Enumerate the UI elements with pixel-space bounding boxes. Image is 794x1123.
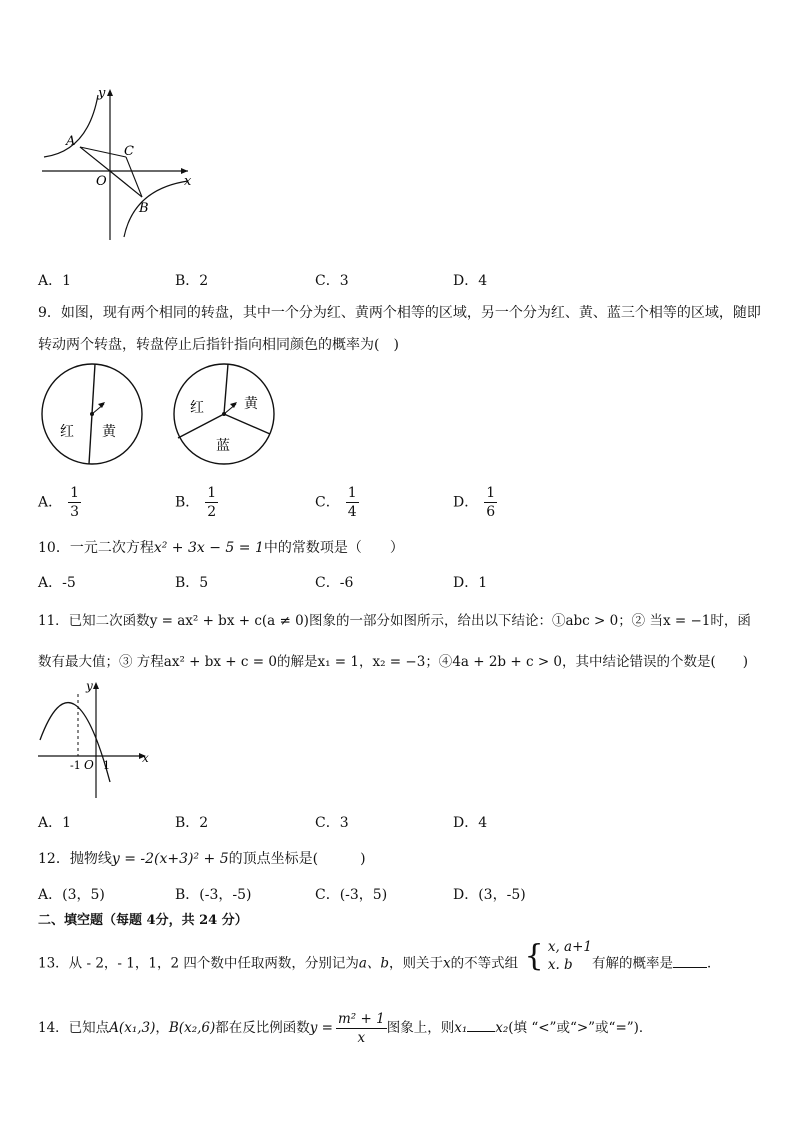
y-axis-arrow bbox=[107, 89, 113, 96]
q11-line1b: y = ax² + bx + c(a ≠ 0) bbox=[149, 613, 309, 629]
q9-option-d-num: 1 bbox=[486, 485, 496, 501]
q11-line2d: x₁ = 1，x₂ = −3 bbox=[317, 654, 426, 670]
q9-line1: 9．如图，现有两个相同的转盘，其中一个分为红、黄两个相等的区域，另一个分为红、黄、蓝三个相等的区域，随即 bbox=[38, 305, 761, 321]
q10-option-b: B．5 bbox=[175, 575, 209, 591]
q13-sys-line1: x, a+1 bbox=[547, 939, 592, 955]
q9-option-c-num: 1 bbox=[347, 485, 357, 501]
q13-ab: a、b bbox=[358, 955, 390, 972]
spinner-2-divider-3 bbox=[178, 414, 224, 438]
q13-system-lines bbox=[548, 938, 592, 974]
q12-option-d: D．(3，-5) bbox=[453, 887, 526, 903]
label-o: O bbox=[84, 758, 94, 772]
q14-text1: 14．已知点 bbox=[38, 1020, 110, 1036]
q13-answer-blank[interactable] bbox=[673, 955, 707, 968]
q14-text2: 都在反比例函数 bbox=[215, 1020, 310, 1036]
q9-option-b-letter: B． bbox=[175, 494, 200, 511]
label-minus-1: -1 bbox=[70, 759, 81, 772]
q12-equation: y = -2(x+3)² + 5 bbox=[111, 851, 229, 867]
q12-option-c: C．(-3，5) bbox=[315, 887, 388, 903]
q9-option-b-num: 1 bbox=[207, 485, 217, 501]
spinner-2-red: 红 bbox=[190, 400, 204, 416]
q11-option-c: C．3 bbox=[315, 815, 349, 831]
spinner-2-yellow: 黄 bbox=[244, 396, 258, 412]
y-axis-arrow bbox=[93, 682, 99, 689]
q13-inequality-system bbox=[524, 938, 592, 974]
q11-line2e: ；④ bbox=[425, 654, 453, 670]
q12-suffix: 的顶点坐标是( ) bbox=[228, 851, 366, 867]
label-y: y bbox=[98, 86, 106, 101]
q11-line1a: 11．已知二次函数 bbox=[38, 613, 150, 629]
q13-brace: { bbox=[524, 938, 544, 974]
q13-stem bbox=[38, 938, 721, 982]
spinner-1-red: 红 bbox=[60, 424, 74, 440]
q14-point-b: B(x₂,6) bbox=[168, 1020, 216, 1036]
q8-option-b: B．2 bbox=[175, 273, 209, 289]
q11-line2g: ，其中结论错误的个数是( ) bbox=[562, 654, 749, 670]
label-1: 1 bbox=[103, 759, 110, 772]
q11-line1d: abc > 0 bbox=[565, 613, 619, 629]
label-x: x bbox=[142, 751, 149, 765]
q10-option-a: A．-5 bbox=[38, 575, 76, 591]
q8-figure bbox=[38, 85, 198, 245]
q9-option-a-den: 3 bbox=[70, 504, 80, 520]
q11-line1e: ；② 当 bbox=[618, 613, 663, 629]
label-x: x bbox=[184, 174, 192, 189]
label-o: O bbox=[96, 174, 107, 189]
q9-option-d bbox=[453, 484, 497, 521]
q9-option-d-den: 6 bbox=[486, 504, 496, 520]
hyperbola-branch-lower bbox=[124, 181, 188, 237]
q9-option-d-letter: D． bbox=[453, 494, 479, 511]
q11-option-a: A．1 bbox=[38, 815, 72, 831]
q9-option-b-fraction bbox=[205, 484, 218, 521]
spinner-1-yellow: 黄 bbox=[102, 424, 116, 440]
q14-yeq: y = bbox=[309, 1020, 333, 1036]
spinner-1-pointer-head bbox=[98, 402, 105, 408]
q14-stem bbox=[38, 1010, 652, 1047]
q9-option-a-num: 1 bbox=[70, 485, 80, 501]
q11-line1c: 图象的一部分如图所示，给出以下结论：① bbox=[308, 613, 566, 629]
q9-option-c-den: 4 bbox=[347, 504, 357, 520]
q9-option-c bbox=[315, 484, 359, 521]
q14-point-a: A(x₁,3) bbox=[109, 1020, 156, 1036]
q9-spinners-figure bbox=[38, 360, 278, 468]
q14-num: m² + 1 bbox=[338, 1011, 385, 1027]
label-a: A bbox=[66, 134, 76, 149]
q12-option-b: B．(-3，-5) bbox=[175, 887, 252, 903]
q14-x1: x₁ bbox=[454, 1020, 468, 1036]
q10-equation: x² + 3x − 5 = 1 bbox=[153, 540, 264, 556]
q10-stem bbox=[38, 537, 404, 557]
section-2-heading: 二、填空题（每题 4分，共 24 分） bbox=[38, 913, 248, 928]
q11-line1g: 时，函 bbox=[710, 613, 751, 629]
q9-option-b-den: 2 bbox=[207, 504, 217, 520]
q12-stem bbox=[38, 848, 366, 868]
q14-fraction bbox=[336, 1010, 387, 1047]
q13-end: ． bbox=[707, 955, 721, 972]
q11-option-b: B．2 bbox=[175, 815, 209, 831]
q12-prefix: 12．抛物线 bbox=[38, 851, 112, 867]
q11-line2a: 数有最大值；③ 方程 bbox=[38, 654, 164, 670]
spinner-2-divider-2 bbox=[224, 414, 270, 434]
q13-sys-line2: x. b bbox=[547, 957, 573, 973]
q11-line2c: 的解是 bbox=[276, 654, 318, 670]
q12-option-a: A．(3，5) bbox=[38, 887, 105, 903]
label-y: y bbox=[86, 679, 93, 693]
q14-text3: 图象上，则 bbox=[386, 1020, 455, 1036]
q13-text4: 有解的概率是 bbox=[592, 955, 673, 972]
q13-text1: 13．从 - 2，- 1，1，2 四个数中任取两数，分别记为 bbox=[38, 955, 359, 972]
q9-option-c-fraction bbox=[346, 484, 359, 521]
q8-option-c: C．3 bbox=[315, 273, 349, 289]
q8-option-a: A．1 bbox=[38, 273, 72, 289]
q11-option-d: D．4 bbox=[453, 815, 488, 831]
q13-x: x bbox=[443, 955, 451, 972]
q11-line2b: ax² + bx + c = 0 bbox=[163, 654, 277, 670]
q14-answer-blank[interactable] bbox=[467, 1019, 495, 1032]
q13-text2: ，则关于 bbox=[389, 955, 444, 972]
q8-option-d: D．4 bbox=[453, 273, 488, 289]
spinner-2-pointer-head bbox=[230, 402, 237, 408]
spinner-2-blue: 蓝 bbox=[216, 438, 230, 454]
q9-option-a-letter: A． bbox=[38, 494, 63, 511]
q10-option-d: D．1 bbox=[453, 575, 488, 591]
q14-text4: (填 “<”或“>”或“=”)． bbox=[508, 1020, 653, 1036]
q14-sep: ， bbox=[155, 1020, 169, 1036]
spinner-2-divider-1 bbox=[224, 364, 228, 414]
q10-suffix: 中的常数项是（ ） bbox=[263, 540, 404, 556]
q9-option-a-fraction bbox=[68, 484, 81, 521]
q10-prefix: 10．一元二次方程 bbox=[38, 540, 154, 556]
label-b: B bbox=[139, 201, 149, 216]
q11-parabola-figure bbox=[36, 678, 156, 800]
q9-line2: 转动两个转盘，转盘停止后指针指向相同颜色的概率为( ) bbox=[38, 337, 399, 353]
q10-option-c: C．-6 bbox=[315, 575, 354, 591]
q14-x2: x₂ bbox=[495, 1020, 509, 1036]
q9-option-b bbox=[175, 484, 218, 521]
q11-line1f: x = −1 bbox=[662, 613, 711, 629]
label-c: C bbox=[124, 144, 134, 159]
q14-den: x bbox=[357, 1030, 366, 1046]
q9-option-a bbox=[38, 484, 81, 521]
q11-line2f: 4a + 2b + c > 0 bbox=[452, 654, 563, 670]
q11-line2 bbox=[38, 650, 748, 670]
q13-text3: 的不等式组 bbox=[450, 955, 519, 972]
q9-option-d-fraction bbox=[484, 484, 497, 521]
q11-line1 bbox=[38, 609, 751, 629]
q9-option-c-letter: C． bbox=[315, 494, 340, 511]
